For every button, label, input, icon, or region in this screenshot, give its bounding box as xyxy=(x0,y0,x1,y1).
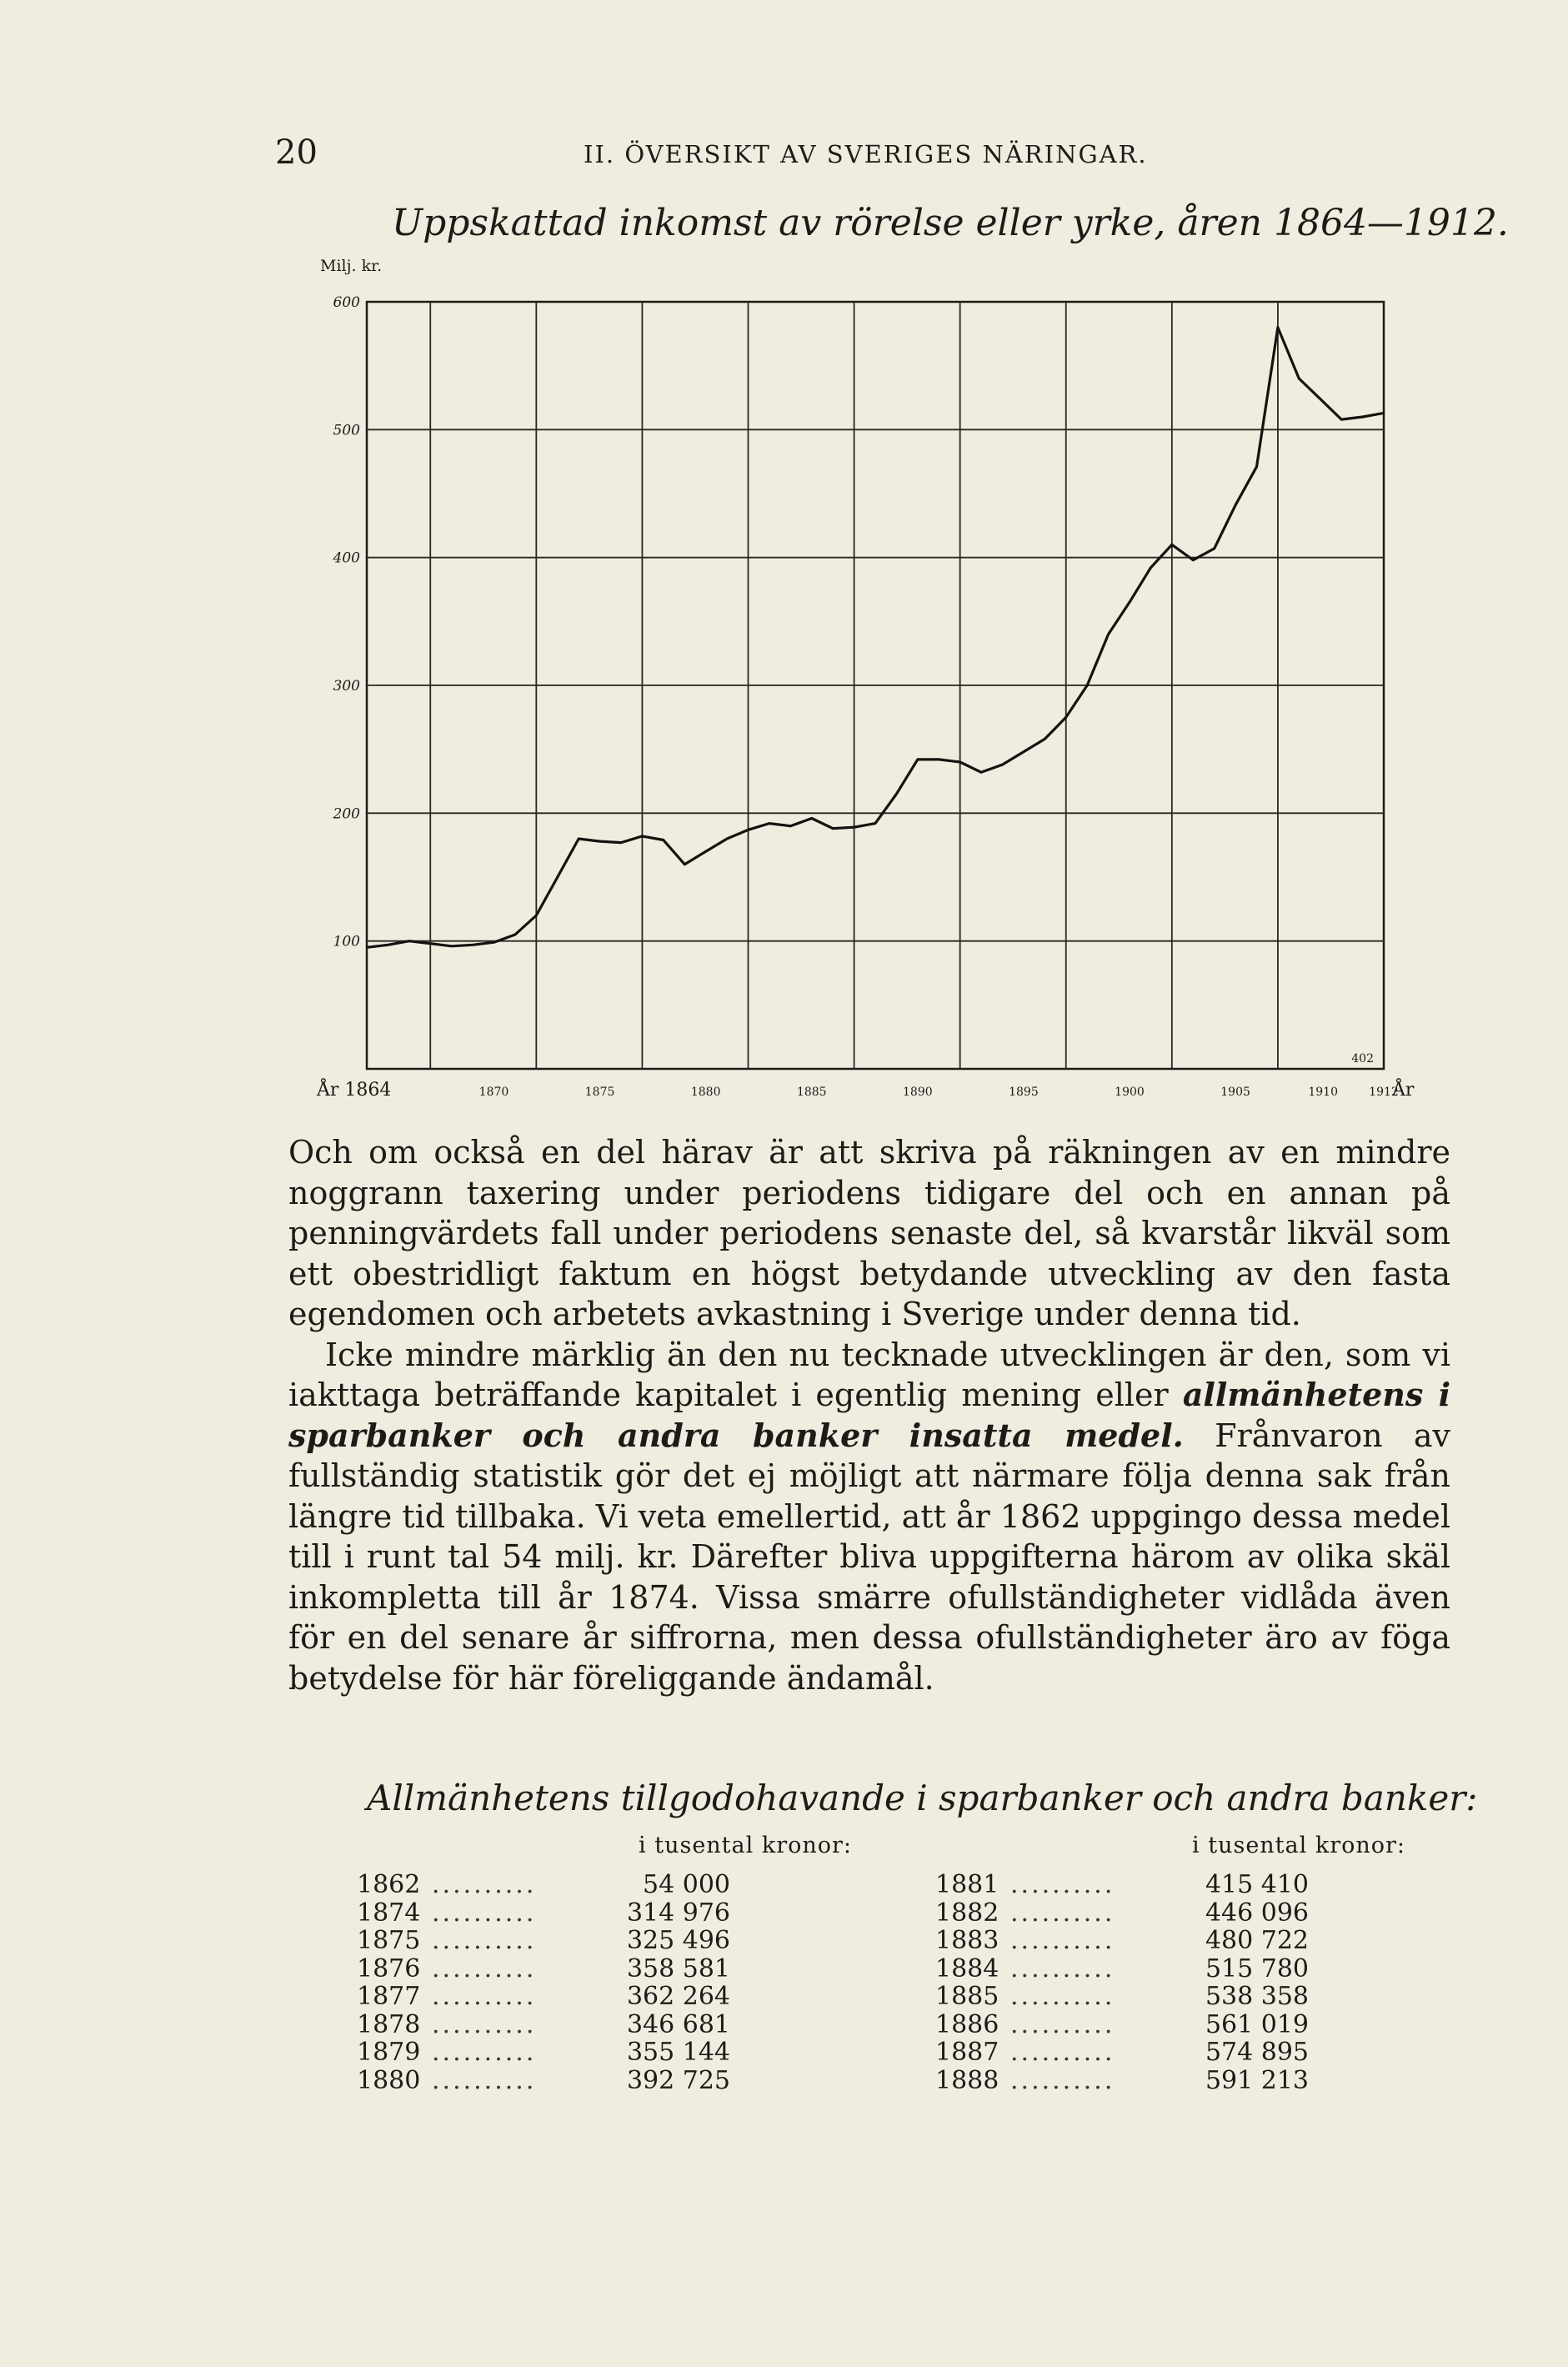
data-point-1875 xyxy=(599,840,601,842)
table-row xyxy=(935,1927,1309,1955)
data-point-1888 xyxy=(874,823,876,825)
table-row xyxy=(935,1899,1309,1928)
x-tick-label: 1905 xyxy=(1220,1086,1250,1099)
data-point-1882 xyxy=(748,829,749,830)
table-row xyxy=(357,2011,730,2039)
chart-annotation: 402 xyxy=(1351,1052,1374,1066)
y-tick-label: 200 xyxy=(333,805,360,823)
row-value: 355 144 xyxy=(626,2038,730,2067)
row-value: 591 213 xyxy=(1205,2065,1309,2095)
table-title: Allmänhetens tillgodohavande i sparbanker och andra banker: xyxy=(367,1778,1478,1818)
data-point-1905 xyxy=(1235,504,1236,506)
table-row xyxy=(357,2039,730,2067)
table-row xyxy=(357,1871,730,1899)
data-point-1870 xyxy=(493,941,495,943)
row-leader-dots: .......... xyxy=(1010,1898,1115,1927)
row-year: 1879 xyxy=(357,2038,421,2067)
data-point-1865 xyxy=(388,944,389,945)
row-leader-dots: .......... xyxy=(432,1954,537,1983)
row-year: 1886 xyxy=(935,2009,999,2039)
data-point-1877 xyxy=(642,835,644,837)
row-value: 362 264 xyxy=(626,1982,730,2011)
data-point-1867 xyxy=(429,943,431,945)
paragraph-2-start: Icke mindre märklig än den nu tecknade utvecklingen är den, som vi iakttaga beträffande kapitalet i egentlig mening eller xyxy=(288,1336,1450,1413)
paragraph-2-emphasis: allmänhetens i sparbanker och andra banker insatta medel. xyxy=(288,1376,1451,1454)
row-leader-dots: .......... xyxy=(1010,1983,1115,2011)
row-leader-dots: .......... xyxy=(432,1983,537,2011)
table-unit-label-left: i tusental kronor: xyxy=(639,1833,853,1858)
table-row xyxy=(935,2067,1309,2095)
row-value: 325 496 xyxy=(626,1926,730,1955)
row-year: 1880 xyxy=(357,2065,421,2095)
data-point-1890 xyxy=(917,759,919,760)
row-value: 314 976 xyxy=(626,1898,730,1928)
x-tick-label: 1900 xyxy=(1115,1086,1145,1099)
row-value: 392 725 xyxy=(626,2065,730,2095)
x-tick-label: 1875 xyxy=(584,1086,615,1099)
row-value: 415 410 xyxy=(1205,1870,1309,1899)
y-tick-label: 600 xyxy=(333,294,360,311)
x-tick-label: 1885 xyxy=(796,1086,827,1099)
data-point-1909 xyxy=(1320,399,1321,400)
row-leader-dots: .......... xyxy=(432,2066,537,2094)
table-unit-label-right: i tusental kronor: xyxy=(1192,1833,1406,1858)
data-point-1903 xyxy=(1192,559,1194,561)
table-row xyxy=(935,2011,1309,2039)
data-point-1889 xyxy=(896,794,898,795)
body-text xyxy=(288,1132,1450,1698)
x-axis-label: År xyxy=(1392,1080,1415,1101)
row-value: 54 000 xyxy=(643,1870,730,1899)
data-point-1864 xyxy=(366,947,368,949)
data-point-1902 xyxy=(1171,544,1173,546)
income-series-line xyxy=(367,328,1384,948)
deposit-table-left xyxy=(357,1871,730,2094)
page-number: 20 xyxy=(275,133,318,172)
y-axis-unit-label: Milj. kr. xyxy=(320,257,383,275)
data-point-1880 xyxy=(705,851,707,853)
data-point-1908 xyxy=(1299,378,1300,379)
data-point-1899 xyxy=(1108,634,1110,635)
row-year: 1877 xyxy=(357,1982,421,2011)
table-row xyxy=(935,1955,1309,1983)
row-year: 1884 xyxy=(935,1953,999,1983)
data-point-1894 xyxy=(1002,764,1004,765)
row-leader-dots: .......... xyxy=(1010,2010,1115,2039)
table-row xyxy=(357,1927,730,1955)
table-row xyxy=(357,1955,730,1983)
paragraph-2 xyxy=(288,1335,1450,1699)
data-point-1912 xyxy=(1383,413,1385,414)
x-tick-label: 1910 xyxy=(1308,1086,1338,1099)
row-leader-dots: .......... xyxy=(432,1871,537,1899)
running-title: II. ÖVERSIKT AV SVERIGES NÄRINGAR. xyxy=(584,140,1148,168)
y-tick-label: 300 xyxy=(333,678,360,695)
data-point-1874 xyxy=(578,838,579,840)
data-point-1907 xyxy=(1277,327,1279,328)
row-value: 346 681 xyxy=(626,2009,730,2039)
row-leader-dots: .......... xyxy=(1010,2066,1115,2094)
row-leader-dots: .......... xyxy=(432,1898,537,1927)
data-point-1871 xyxy=(514,934,516,935)
row-year: 1874 xyxy=(357,1898,421,1928)
data-point-1896 xyxy=(1044,739,1046,740)
row-year: 1862 xyxy=(357,1870,421,1899)
data-point-1883 xyxy=(769,823,770,825)
data-point-1897 xyxy=(1065,717,1067,719)
data-point-1868 xyxy=(451,945,453,947)
y-tick-label: 100 xyxy=(333,933,360,950)
row-year: 1885 xyxy=(935,1982,999,2011)
data-point-1895 xyxy=(1023,751,1024,753)
y-tick-label: 400 xyxy=(333,549,360,567)
data-point-1872 xyxy=(536,915,538,916)
row-leader-dots: .......... xyxy=(1010,1927,1115,1955)
data-point-1904 xyxy=(1214,548,1215,549)
data-point-1887 xyxy=(854,826,855,828)
x-tick-label: 1895 xyxy=(1009,1086,1039,1099)
data-point-1878 xyxy=(663,840,664,841)
data-point-1885 xyxy=(811,818,813,820)
data-point-1869 xyxy=(472,944,473,945)
data-point-1901 xyxy=(1150,567,1152,569)
row-value: 561 019 xyxy=(1205,2009,1309,2039)
x-tick-label: 1870 xyxy=(478,1086,509,1099)
chart-ticks xyxy=(316,294,1415,1101)
data-point-1884 xyxy=(790,825,792,827)
chart-series xyxy=(366,327,1385,948)
x-start-label: År 1864 xyxy=(317,1080,392,1101)
row-value: 538 358 xyxy=(1205,1982,1309,2011)
row-leader-dots: .......... xyxy=(1010,1871,1115,1899)
chart-grid xyxy=(367,302,1384,1069)
row-year: 1883 xyxy=(935,1926,999,1955)
paragraph-1: Och om också en del härav är att skriva på räkningen av en mindre noggrann taxering under periodens tidigare del och en annan på penningvärdets fall under periodens senaste del, så kvarstår likväl som ett obestridligt faktum en högst betydande utveckling av den fasta egendomen och arbetets avkastning i Sverige under denna tid. xyxy=(288,1134,1450,1332)
deposit-table-right xyxy=(935,1871,1309,2094)
row-year: 1875 xyxy=(357,1926,421,1955)
data-point-1898 xyxy=(1086,685,1088,686)
row-year: 1888 xyxy=(935,2065,999,2095)
data-point-1911 xyxy=(1362,416,1364,418)
income-line-chart xyxy=(308,275,1425,1109)
row-value: 358 581 xyxy=(626,1953,730,1983)
row-value: 574 895 xyxy=(1205,2038,1309,2067)
data-point-1873 xyxy=(557,876,559,878)
table-row xyxy=(357,2067,730,2095)
data-point-1876 xyxy=(620,842,622,844)
row-leader-dots: .......... xyxy=(432,2010,537,2039)
data-point-1886 xyxy=(832,828,834,830)
row-leader-dots: .......... xyxy=(1010,2039,1115,2067)
row-value: 515 780 xyxy=(1205,1953,1309,1983)
data-point-1906 xyxy=(1256,466,1258,468)
row-year: 1887 xyxy=(935,2038,999,2067)
data-point-1881 xyxy=(726,838,728,840)
data-point-1900 xyxy=(1129,602,1130,604)
table-row xyxy=(357,1983,730,2011)
paragraph-2-end: Frånvaron av fullständig statistik gör det ej möjligt att närmare följa denna sak från längre tid tillbaka. Vi veta emellertid, att år 1862 uppgingo dessa medel till i runt tal 54 milj. kr. Därefter bliva uppgifterna härom av olika skäl inkompletta till år 1874. Vissa smärre ofullständigheter vidlåda även för en del senare år siffrorna, men dessa ofullständigheter äro av föga betydelse för här föreliggande ändamål. xyxy=(288,1417,1450,1697)
data-point-1866 xyxy=(408,940,410,942)
table-row xyxy=(357,1899,730,1928)
table-row xyxy=(935,1871,1309,1899)
row-leader-dots: .......... xyxy=(432,2039,537,2067)
row-leader-dots: .......... xyxy=(432,1927,537,1955)
data-point-1910 xyxy=(1340,419,1342,420)
data-point-1893 xyxy=(980,771,982,773)
row-value: 480 722 xyxy=(1205,1926,1309,1955)
chart-title: Uppskattad inkomst av rörelse eller yrke, åren 1864—1912. xyxy=(392,202,1509,244)
row-year: 1881 xyxy=(935,1870,999,1899)
row-year: 1878 xyxy=(357,2009,421,2039)
row-year: 1876 xyxy=(357,1953,421,1983)
data-point-1879 xyxy=(684,864,685,865)
row-leader-dots: .......... xyxy=(1010,1954,1115,1983)
table-row xyxy=(935,1983,1309,2011)
x-tick-label: 1912 xyxy=(1369,1086,1399,1099)
table-row xyxy=(935,2039,1309,2067)
row-year: 1882 xyxy=(935,1898,999,1928)
x-tick-label: 1890 xyxy=(903,1086,933,1099)
data-point-1891 xyxy=(938,759,939,760)
y-tick-label: 500 xyxy=(333,422,360,439)
row-value: 446 096 xyxy=(1205,1898,1309,1928)
x-tick-label: 1880 xyxy=(690,1086,721,1099)
data-point-1892 xyxy=(959,761,961,763)
